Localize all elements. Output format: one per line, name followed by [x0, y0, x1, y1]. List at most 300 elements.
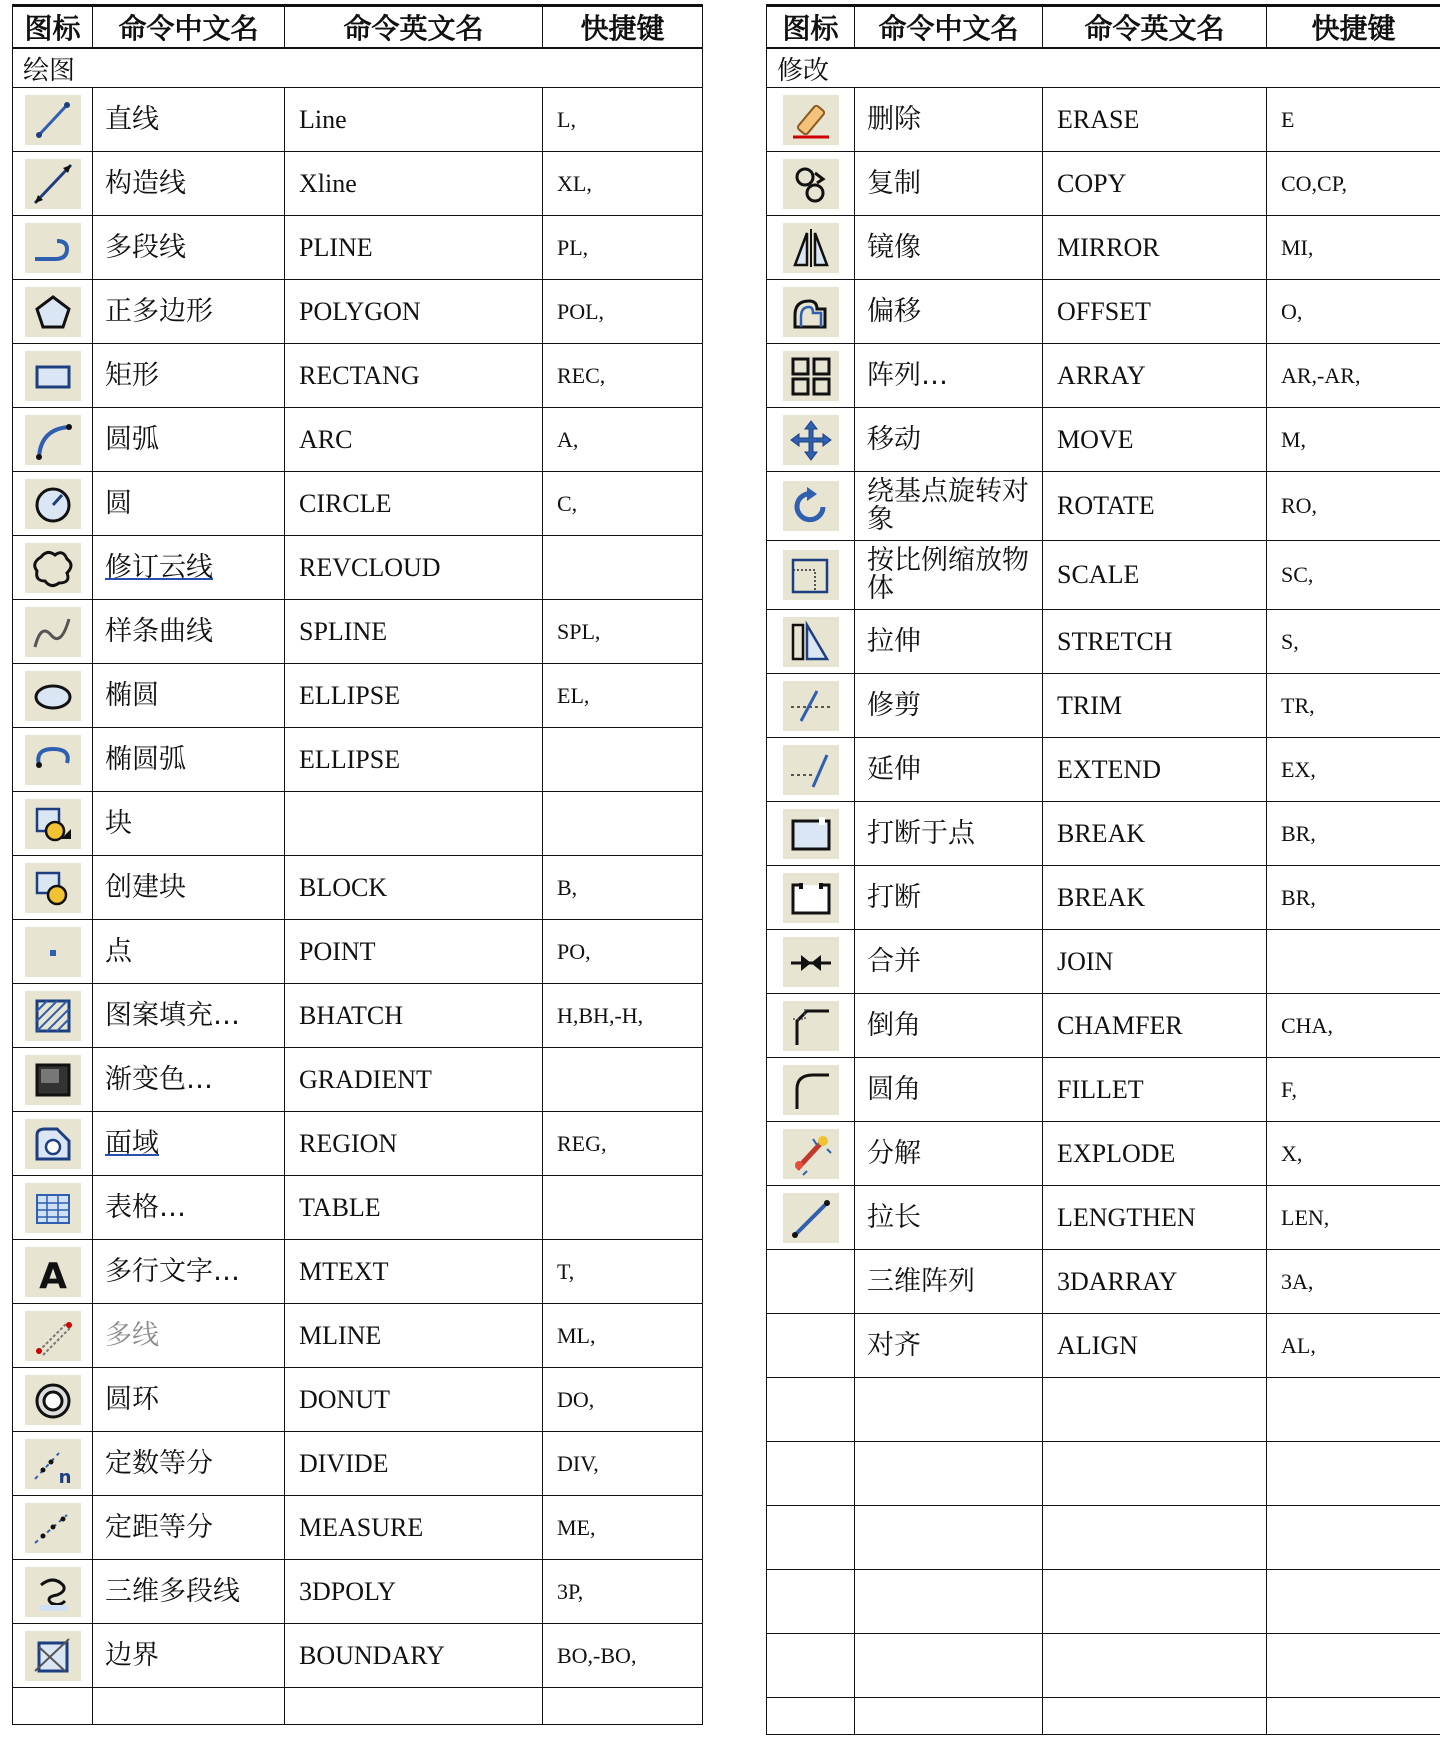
table-row [13, 1496, 703, 1560]
command-cn-cell: 块 [93, 792, 285, 856]
header-en: 命令英文名 [285, 6, 543, 49]
command-en-cell: BREAK [1043, 866, 1267, 930]
table-row [13, 792, 703, 856]
erase-icon [783, 95, 839, 145]
command-key-cell: ME, [543, 1496, 703, 1560]
command-en-cell: CHAMFER [1043, 994, 1267, 1058]
command-en-cell: RECTANG [285, 344, 543, 408]
empty-row [13, 1688, 703, 1725]
command-en-cell: MIRROR [1043, 216, 1267, 280]
command-en-cell: LENGTHEN [1043, 1186, 1267, 1250]
lengthen-icon [783, 1193, 839, 1243]
command-en-cell: PLINE [285, 216, 543, 280]
rotate-icon [783, 481, 839, 531]
header-key: 快捷键 [1267, 6, 1440, 49]
command-cn-cell: 镜像 [855, 216, 1043, 280]
command-en-cell: BOUNDARY [285, 1624, 543, 1688]
header-en: 命令英文名 [1043, 6, 1267, 49]
icon-cell [767, 738, 855, 802]
trim-icon [783, 681, 839, 731]
command-cn-cell: 定距等分 [93, 1496, 285, 1560]
icon-cell [13, 536, 93, 600]
command-en-cell: REGION [285, 1112, 543, 1176]
icon-cell [767, 280, 855, 344]
empty-cell [767, 1506, 855, 1570]
icon-cell [13, 1432, 93, 1496]
command-cn-cell: 表格… [93, 1176, 285, 1240]
empty-cell [1267, 1506, 1440, 1570]
command-en-cell: ELLIPSE [285, 728, 543, 792]
empty-cell [767, 1570, 855, 1634]
move-icon [783, 415, 839, 465]
divide-icon [25, 1439, 81, 1489]
command-en-cell: JOIN [1043, 930, 1267, 994]
measure-icon [25, 1503, 81, 1553]
table-row [13, 1368, 703, 1432]
empty-row [767, 1442, 1440, 1506]
command-cn-cell: 删除 [855, 88, 1043, 152]
icon-cell [767, 1186, 855, 1250]
empty-cell [1043, 1378, 1267, 1442]
icon-cell [13, 920, 93, 984]
command-en-cell: MTEXT [285, 1240, 543, 1304]
explode-icon [783, 1129, 839, 1179]
command-key-cell [543, 1048, 703, 1112]
table-row [767, 866, 1440, 930]
table-row [767, 408, 1440, 472]
icon-cell [767, 88, 855, 152]
empty-cell [1043, 1698, 1267, 1735]
command-key-cell: DIV, [543, 1432, 703, 1496]
line-icon [25, 95, 81, 145]
table-row [13, 216, 703, 280]
command-key-cell: M, [1267, 408, 1440, 472]
table-row [13, 1304, 703, 1368]
command-key-cell [543, 536, 703, 600]
table-row [13, 536, 703, 600]
command-en-cell [285, 792, 543, 856]
command-cn-cell: 圆 [93, 472, 285, 536]
command-cn-cell: 打断于点 [855, 802, 1043, 866]
icon-cell [767, 1058, 855, 1122]
command-cn-cell: 拉伸 [855, 610, 1043, 674]
command-en-cell: MEASURE [285, 1496, 543, 1560]
command-en-cell: 3DARRAY [1043, 1250, 1267, 1314]
command-en-cell: SPLINE [285, 600, 543, 664]
command-key-cell: 3A, [1267, 1250, 1440, 1314]
command-en-cell: TRIM [1043, 674, 1267, 738]
break-icon [783, 873, 839, 923]
icon-cell [13, 1304, 93, 1368]
command-en-cell: COPY [1043, 152, 1267, 216]
command-en-cell: BHATCH [285, 984, 543, 1048]
table-row [13, 152, 703, 216]
empty-cell [855, 1506, 1043, 1570]
empty-cell [767, 1442, 855, 1506]
table-row [13, 472, 703, 536]
command-key-cell: L, [543, 88, 703, 152]
command-cn-cell: 渐变色… [93, 1048, 285, 1112]
command-key-cell: 3P, [543, 1560, 703, 1624]
table-row [13, 280, 703, 344]
command-key-cell: S, [1267, 610, 1440, 674]
table-row [13, 1176, 703, 1240]
command-key-cell [1267, 930, 1440, 994]
table-row [767, 994, 1440, 1058]
array-icon [783, 351, 839, 401]
table-row [13, 1432, 703, 1496]
table-row [13, 728, 703, 792]
icon-cell [767, 152, 855, 216]
command-cn-cell: 移动 [855, 408, 1043, 472]
command-key-cell: AR,-AR, [1267, 344, 1440, 408]
icon-cell [767, 1314, 855, 1378]
command-en-cell: POINT [285, 920, 543, 984]
icon-cell [13, 280, 93, 344]
command-cn-cell: 直线 [93, 88, 285, 152]
command-cn-cell: 边界 [93, 1624, 285, 1688]
command-cn-cell: 按比例缩放物体 [855, 541, 1043, 610]
command-key-cell: EL, [543, 664, 703, 728]
command-cn-cell: 圆弧 [93, 408, 285, 472]
table-row [13, 920, 703, 984]
circle-icon [25, 479, 81, 529]
empty-row [767, 1378, 1440, 1442]
command-en-cell: MOVE [1043, 408, 1267, 472]
svg-text:A: A [38, 1255, 67, 1297]
command-cn-cell: 三维阵列 [855, 1250, 1043, 1314]
command-key-cell: DO, [543, 1368, 703, 1432]
boundary-icon [25, 1631, 81, 1681]
icon-cell [13, 856, 93, 920]
command-cn-cell: 偏移 [855, 280, 1043, 344]
command-en-cell: BREAK [1043, 802, 1267, 866]
command-cn-cell: 多行文字… [93, 1240, 285, 1304]
command-cn-cell: 打断 [855, 866, 1043, 930]
empty-cell [855, 1698, 1043, 1735]
icon-cell [767, 1250, 855, 1314]
icon-cell [13, 216, 93, 280]
command-key-cell: RO, [1267, 472, 1440, 541]
gradient-icon [25, 1055, 81, 1105]
command-en-cell: STRETCH [1043, 610, 1267, 674]
section-title-draw: 绘图 [13, 48, 703, 88]
command-cn-cell: 多线 [93, 1304, 285, 1368]
insert-block-icon [25, 799, 81, 849]
scale-icon [783, 550, 839, 600]
command-en-cell: DONUT [285, 1368, 543, 1432]
command-cn-cell: 修剪 [855, 674, 1043, 738]
command-en-cell: REVCLOUD [285, 536, 543, 600]
arc-icon [25, 415, 81, 465]
header-icon: 图标 [13, 6, 93, 49]
command-key-cell: E [1267, 88, 1440, 152]
mline-icon [25, 1311, 81, 1361]
command-key-cell: XL, [543, 152, 703, 216]
command-key-cell: EX, [1267, 738, 1440, 802]
command-key-cell: X, [1267, 1122, 1440, 1186]
command-key-cell: H,BH,-H, [543, 984, 703, 1048]
command-cn-cell: 绕基点旋转对象 [855, 472, 1043, 541]
table-row [767, 930, 1440, 994]
command-key-cell: T, [543, 1240, 703, 1304]
ellipse-arc-icon [25, 735, 81, 785]
icon-cell [13, 664, 93, 728]
table-row [13, 664, 703, 728]
command-key-cell: SPL, [543, 600, 703, 664]
command-cn-cell: 样条曲线 [93, 600, 285, 664]
icon-cell [767, 802, 855, 866]
section-row [13, 48, 703, 88]
icon-cell [13, 984, 93, 1048]
section-row [767, 48, 1440, 88]
icon-cell [767, 216, 855, 280]
command-cn-cell: 正多边形 [93, 280, 285, 344]
command-en-cell: POLYGON [285, 280, 543, 344]
icon-cell [13, 1176, 93, 1240]
command-cn-cell: 圆环 [93, 1368, 285, 1432]
empty-cell [767, 1698, 855, 1735]
command-en-cell: TABLE [285, 1176, 543, 1240]
empty-cell [767, 1634, 855, 1698]
empty-cell [1267, 1634, 1440, 1698]
icon-cell [767, 1122, 855, 1186]
polygon-icon [25, 287, 81, 337]
table-row [13, 600, 703, 664]
table-row [767, 610, 1440, 674]
table-row [13, 856, 703, 920]
command-key-cell: REC, [543, 344, 703, 408]
command-en-cell: BLOCK [285, 856, 543, 920]
revcloud-icon [25, 543, 81, 593]
command-cn-cell: 面域 [93, 1112, 285, 1176]
create-block-icon [25, 863, 81, 913]
draw-commands-table [12, 4, 703, 1725]
command-key-cell: B, [543, 856, 703, 920]
header-row [13, 6, 703, 49]
command-key-cell: CO,CP, [1267, 152, 1440, 216]
table-row [13, 1560, 703, 1624]
command-key-cell: AL, [1267, 1314, 1440, 1378]
icon-cell [13, 1560, 93, 1624]
empty-cell [767, 1378, 855, 1442]
icon-cell [13, 408, 93, 472]
command-en-cell: FILLET [1043, 1058, 1267, 1122]
command-cn-cell: 延伸 [855, 738, 1043, 802]
table-row [13, 1112, 703, 1176]
command-en-cell: DIVIDE [285, 1432, 543, 1496]
empty-cell [855, 1570, 1043, 1634]
mirror-icon [783, 223, 839, 273]
command-key-cell: POL, [543, 280, 703, 344]
icon-cell [13, 1624, 93, 1688]
point-icon [25, 927, 81, 977]
icon-cell [767, 866, 855, 930]
empty-cell [1267, 1442, 1440, 1506]
command-en-cell: Line [285, 88, 543, 152]
icon-cell [13, 1368, 93, 1432]
command-key-cell: CHA, [1267, 994, 1440, 1058]
table-row [767, 152, 1440, 216]
empty-cell [543, 1688, 703, 1725]
table-row [767, 216, 1440, 280]
empty-row [767, 1570, 1440, 1634]
table-row [767, 1314, 1440, 1378]
table-row [767, 1122, 1440, 1186]
table-row [767, 1186, 1440, 1250]
table-row [13, 344, 703, 408]
command-cn-cell: 三维多段线 [93, 1560, 285, 1624]
command-cn-cell: 点 [93, 920, 285, 984]
command-en-cell: EXTEND [1043, 738, 1267, 802]
region-icon [25, 1119, 81, 1169]
icon-cell [767, 408, 855, 472]
table-row [767, 674, 1440, 738]
join-icon [783, 937, 839, 987]
table-row [13, 984, 703, 1048]
table-row [767, 1058, 1440, 1122]
spline-icon [25, 607, 81, 657]
empty-cell [1267, 1570, 1440, 1634]
svg-text:n: n [58, 1466, 71, 1488]
empty-cell [855, 1442, 1043, 1506]
fillet-icon [783, 1065, 839, 1115]
command-key-cell: BR, [1267, 802, 1440, 866]
command-en-cell: MLINE [285, 1304, 543, 1368]
command-key-cell: O, [1267, 280, 1440, 344]
table-row [13, 1240, 703, 1304]
empty-cell [855, 1378, 1043, 1442]
command-key-cell: A, [543, 408, 703, 472]
header-cn: 命令中文名 [855, 6, 1043, 49]
header-cn: 命令中文名 [93, 6, 285, 49]
table-row [767, 472, 1440, 541]
command-cn-cell: 阵列… [855, 344, 1043, 408]
break-at-point-icon [783, 809, 839, 859]
command-en-cell: ARRAY [1043, 344, 1267, 408]
command-cn-cell: 复制 [855, 152, 1043, 216]
icon-cell [13, 1240, 93, 1304]
command-en-cell: ERASE [1043, 88, 1267, 152]
command-key-cell: BO,-BO, [543, 1624, 703, 1688]
command-cn-cell: 圆角 [855, 1058, 1043, 1122]
command-key-cell: BR, [1267, 866, 1440, 930]
command-en-cell: ROTATE [1043, 472, 1267, 541]
table-icon [25, 1183, 81, 1233]
empty-cell [13, 1688, 93, 1725]
empty-cell [855, 1634, 1043, 1698]
command-cn-cell: 图案填充… [93, 984, 285, 1048]
icon-cell [13, 1496, 93, 1560]
command-en-cell: EXPLODE [1043, 1122, 1267, 1186]
header-icon: 图标 [767, 6, 855, 49]
table-row [13, 1048, 703, 1112]
table-row [767, 1250, 1440, 1314]
icon-cell [13, 1112, 93, 1176]
table-row [13, 1624, 703, 1688]
extend-icon [783, 745, 839, 795]
command-key-cell: LEN, [1267, 1186, 1440, 1250]
icon-cell [767, 541, 855, 610]
command-key-cell: C, [543, 472, 703, 536]
command-cn-cell: 矩形 [93, 344, 285, 408]
section-title-modify: 修改 [767, 48, 1440, 88]
command-key-cell [543, 792, 703, 856]
command-en-cell: GRADIENT [285, 1048, 543, 1112]
icon-cell [13, 472, 93, 536]
command-key-cell: MI, [1267, 216, 1440, 280]
command-key-cell: TR, [1267, 674, 1440, 738]
command-en-cell: ELLIPSE [285, 664, 543, 728]
empty-row [767, 1698, 1440, 1735]
empty-cell [1043, 1634, 1267, 1698]
command-en-cell: 3DPOLY [285, 1560, 543, 1624]
icon-cell [13, 600, 93, 664]
header-row [767, 6, 1440, 49]
table-row [767, 541, 1440, 610]
table-row [13, 408, 703, 472]
command-cn-cell: 椭圆 [93, 664, 285, 728]
header-key: 快捷键 [543, 6, 703, 49]
command-cn-cell: 修订云线 [93, 536, 285, 600]
command-en-cell: SCALE [1043, 541, 1267, 610]
command-cn-cell: 构造线 [93, 152, 285, 216]
command-key-cell: SC, [1267, 541, 1440, 610]
3dpoly-icon [25, 1567, 81, 1617]
command-cn-cell: 对齐 [855, 1314, 1043, 1378]
icon-cell [13, 88, 93, 152]
empty-cell [93, 1688, 285, 1725]
modify-commands-table [766, 4, 1440, 1735]
command-key-cell: ML, [543, 1304, 703, 1368]
table-row [767, 280, 1440, 344]
table-row [13, 88, 703, 152]
command-cn-cell: 椭圆弧 [93, 728, 285, 792]
icon-cell [13, 792, 93, 856]
table-row [767, 344, 1440, 408]
hatch-icon [25, 991, 81, 1041]
command-key-cell: PL, [543, 216, 703, 280]
rectangle-icon [25, 351, 81, 401]
table-row [767, 88, 1440, 152]
command-en-cell: ARC [285, 408, 543, 472]
empty-cell [285, 1688, 543, 1725]
icon-cell [767, 610, 855, 674]
icon-cell [767, 994, 855, 1058]
command-cn-cell: 拉长 [855, 1186, 1043, 1250]
icon-cell [13, 344, 93, 408]
icon-cell [13, 728, 93, 792]
table-row [767, 738, 1440, 802]
command-key-cell: PO, [543, 920, 703, 984]
command-en-cell: CIRCLE [285, 472, 543, 536]
stretch-icon [783, 617, 839, 667]
donut-icon [25, 1375, 81, 1425]
icon-cell [767, 930, 855, 994]
command-key-cell [543, 1176, 703, 1240]
command-cn-cell: 定数等分 [93, 1432, 285, 1496]
empty-cell [1267, 1698, 1440, 1735]
pline-icon [25, 223, 81, 273]
command-cn-cell: 创建块 [93, 856, 285, 920]
empty-row [767, 1506, 1440, 1570]
empty-cell [1043, 1506, 1267, 1570]
command-key-cell: REG, [543, 1112, 703, 1176]
icon-cell [767, 674, 855, 738]
ellipse-icon [25, 671, 81, 721]
chamfer-icon [783, 1001, 839, 1051]
icon-cell [767, 344, 855, 408]
